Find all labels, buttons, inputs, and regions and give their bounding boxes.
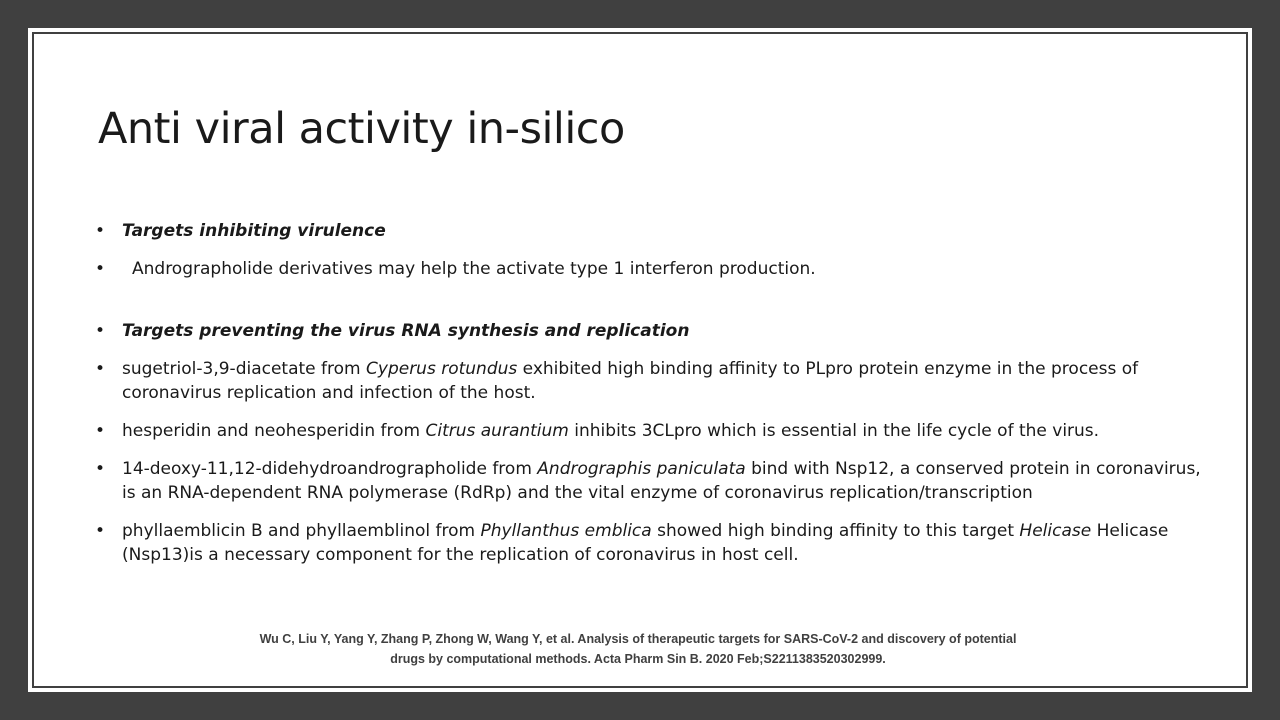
bullet-marker: • bbox=[95, 521, 106, 541]
bullet-marker: • bbox=[95, 259, 106, 279]
bullet-text-pre: hesperidin and neohesperidin from bbox=[122, 421, 426, 441]
bullet-heading-virulence bbox=[95, 219, 1205, 243]
bullet-text-post: inhibits 3CLpro which is essential in the life cycle of the virus. bbox=[568, 421, 1100, 441]
bullet-didehydroandrographolide bbox=[95, 457, 1205, 505]
bullet-marker: • bbox=[95, 459, 106, 479]
bullet-marker: • bbox=[95, 221, 106, 241]
bullet-text-pre: sugetriol-3,9-diacetate from bbox=[122, 359, 367, 379]
target-name: Helicase bbox=[1019, 521, 1092, 541]
citation-line-2: drugs by computational methods. Acta Pharm Sin B. 2020 Feb;S2211383520302999. bbox=[390, 652, 886, 666]
bullet-text-post: Helicase (Nsp13)is a necessary component for the replication of coronavirus in host cell. bbox=[122, 521, 1169, 565]
bullet-text: Andrographolide derivatives may help the activate type 1 interferon production. bbox=[132, 259, 816, 279]
bullet-text-pre: phyllaemblicin B and phyllaemblinol from bbox=[122, 521, 481, 541]
citation bbox=[178, 629, 1098, 669]
species-name: Phyllanthus emblica bbox=[480, 521, 652, 541]
bullet-hesperidin bbox=[95, 419, 1205, 443]
bullet-marker: • bbox=[95, 359, 106, 379]
bullet-heading-rna-synthesis bbox=[95, 319, 1205, 343]
slide bbox=[28, 28, 1252, 692]
bullet-andrographolide bbox=[95, 257, 1205, 281]
species-name: Andrographis paniculata bbox=[537, 459, 746, 479]
slide-title: Anti viral activity in-silico bbox=[98, 104, 625, 154]
bullet-text-post: bind with Nsp12, a conserved protein in coronavirus, is an RNA-dependent RNA polymerase (RdRp) and the vital enzyme of coronavirus replication/transcription bbox=[122, 459, 1201, 503]
species-name: Citrus aurantium bbox=[425, 421, 569, 441]
bullet-text-mid: showed high binding affinity to this target bbox=[651, 521, 1020, 541]
bullet-heading-text: Targets preventing the virus RNA synthesis and replication bbox=[122, 321, 690, 341]
bullet-marker: • bbox=[95, 321, 106, 341]
citation-line-1: Wu C, Liu Y, Yang Y, Zhang P, Zhong W, Wang Y, et al. Analysis of therapeutic targets for SARS-CoV-2 and discovery of potential bbox=[259, 632, 1017, 646]
bullet-text-pre: 14-deoxy-11,12-didehydroandrographolide from bbox=[122, 459, 538, 479]
bullet-sugetriol bbox=[95, 357, 1205, 405]
bullet-text-post: exhibited high binding affinity to PLpro protein enzyme in the process of coronavirus replication and infection of the host. bbox=[122, 359, 1139, 403]
bullet-list bbox=[95, 219, 1205, 567]
bullet-marker: • bbox=[95, 421, 106, 441]
bullet-phyllaemblicin bbox=[95, 519, 1205, 567]
species-name: Cyperus rotundus bbox=[366, 359, 518, 379]
bullet-heading-text: Targets inhibiting virulence bbox=[122, 221, 386, 241]
